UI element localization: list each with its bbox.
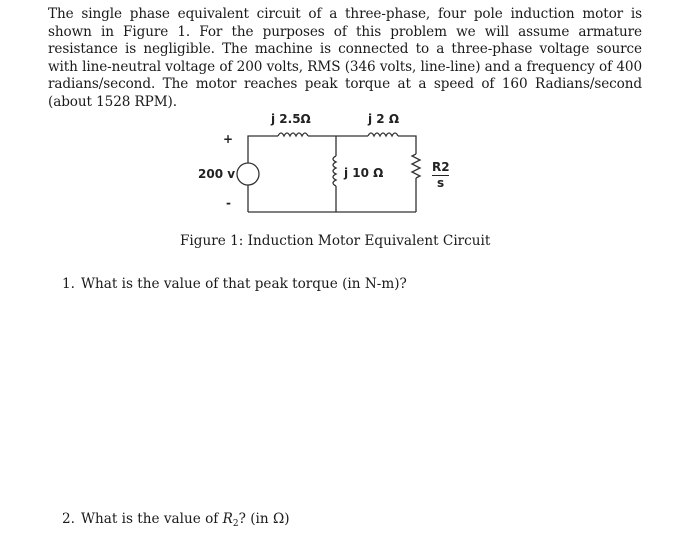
question-2-text-after: ? (in Ω) [238, 511, 290, 527]
x2-reactance-label: j 2 Ω [368, 112, 400, 126]
resistor-r2 [412, 154, 420, 178]
r2-numerator-label: R2 [432, 160, 450, 174]
source-voltage-label: 200 v [198, 167, 236, 181]
source-plus-label: + [223, 132, 234, 146]
question-1-text: What is the value of that peak torque (in N-m)? [80, 276, 407, 292]
figure-caption: Figure 1: Induction Motor Equivalent Circuit [180, 233, 491, 249]
source-minus-label: - [226, 196, 231, 210]
wire-top-right [398, 136, 416, 154]
r2-denominator-label: s [437, 176, 445, 190]
x1-reactance-label: j 2.5Ω [271, 112, 311, 126]
question-1 [62, 276, 407, 292]
question-2-variable: R [222, 511, 233, 527]
voltage-source [237, 163, 259, 185]
wire-top-left [248, 136, 278, 144]
inductor-xm [333, 156, 336, 186]
question-2-subscript: 2 [232, 519, 239, 529]
question-2-number: 2. [62, 511, 75, 527]
question-1-number: 1. [62, 276, 75, 292]
inductor-x1 [278, 133, 308, 136]
question-2 [62, 511, 290, 529]
xm-reactance-label: j 10 Ω [344, 166, 384, 180]
problem-intro: The single phase equivalent circuit of a three-phase, four pole induction motor is shown in Figure 1. For the purposes of this problem we will assume armature resistance is negligible. The machine is connected to a three-phase voltage source with line-neutral voltage of 200 volts, RMS (346 volts, line-line) and a frequency of 400 radians/second. The motor reaches peak torque at a speed of 160 Radians/second (about 1528 RPM). [48, 6, 642, 110]
equivalent-circuit-diagram [190, 104, 480, 224]
question-2-text-before: What is the value of [80, 511, 223, 527]
inductor-x2 [368, 133, 398, 136]
